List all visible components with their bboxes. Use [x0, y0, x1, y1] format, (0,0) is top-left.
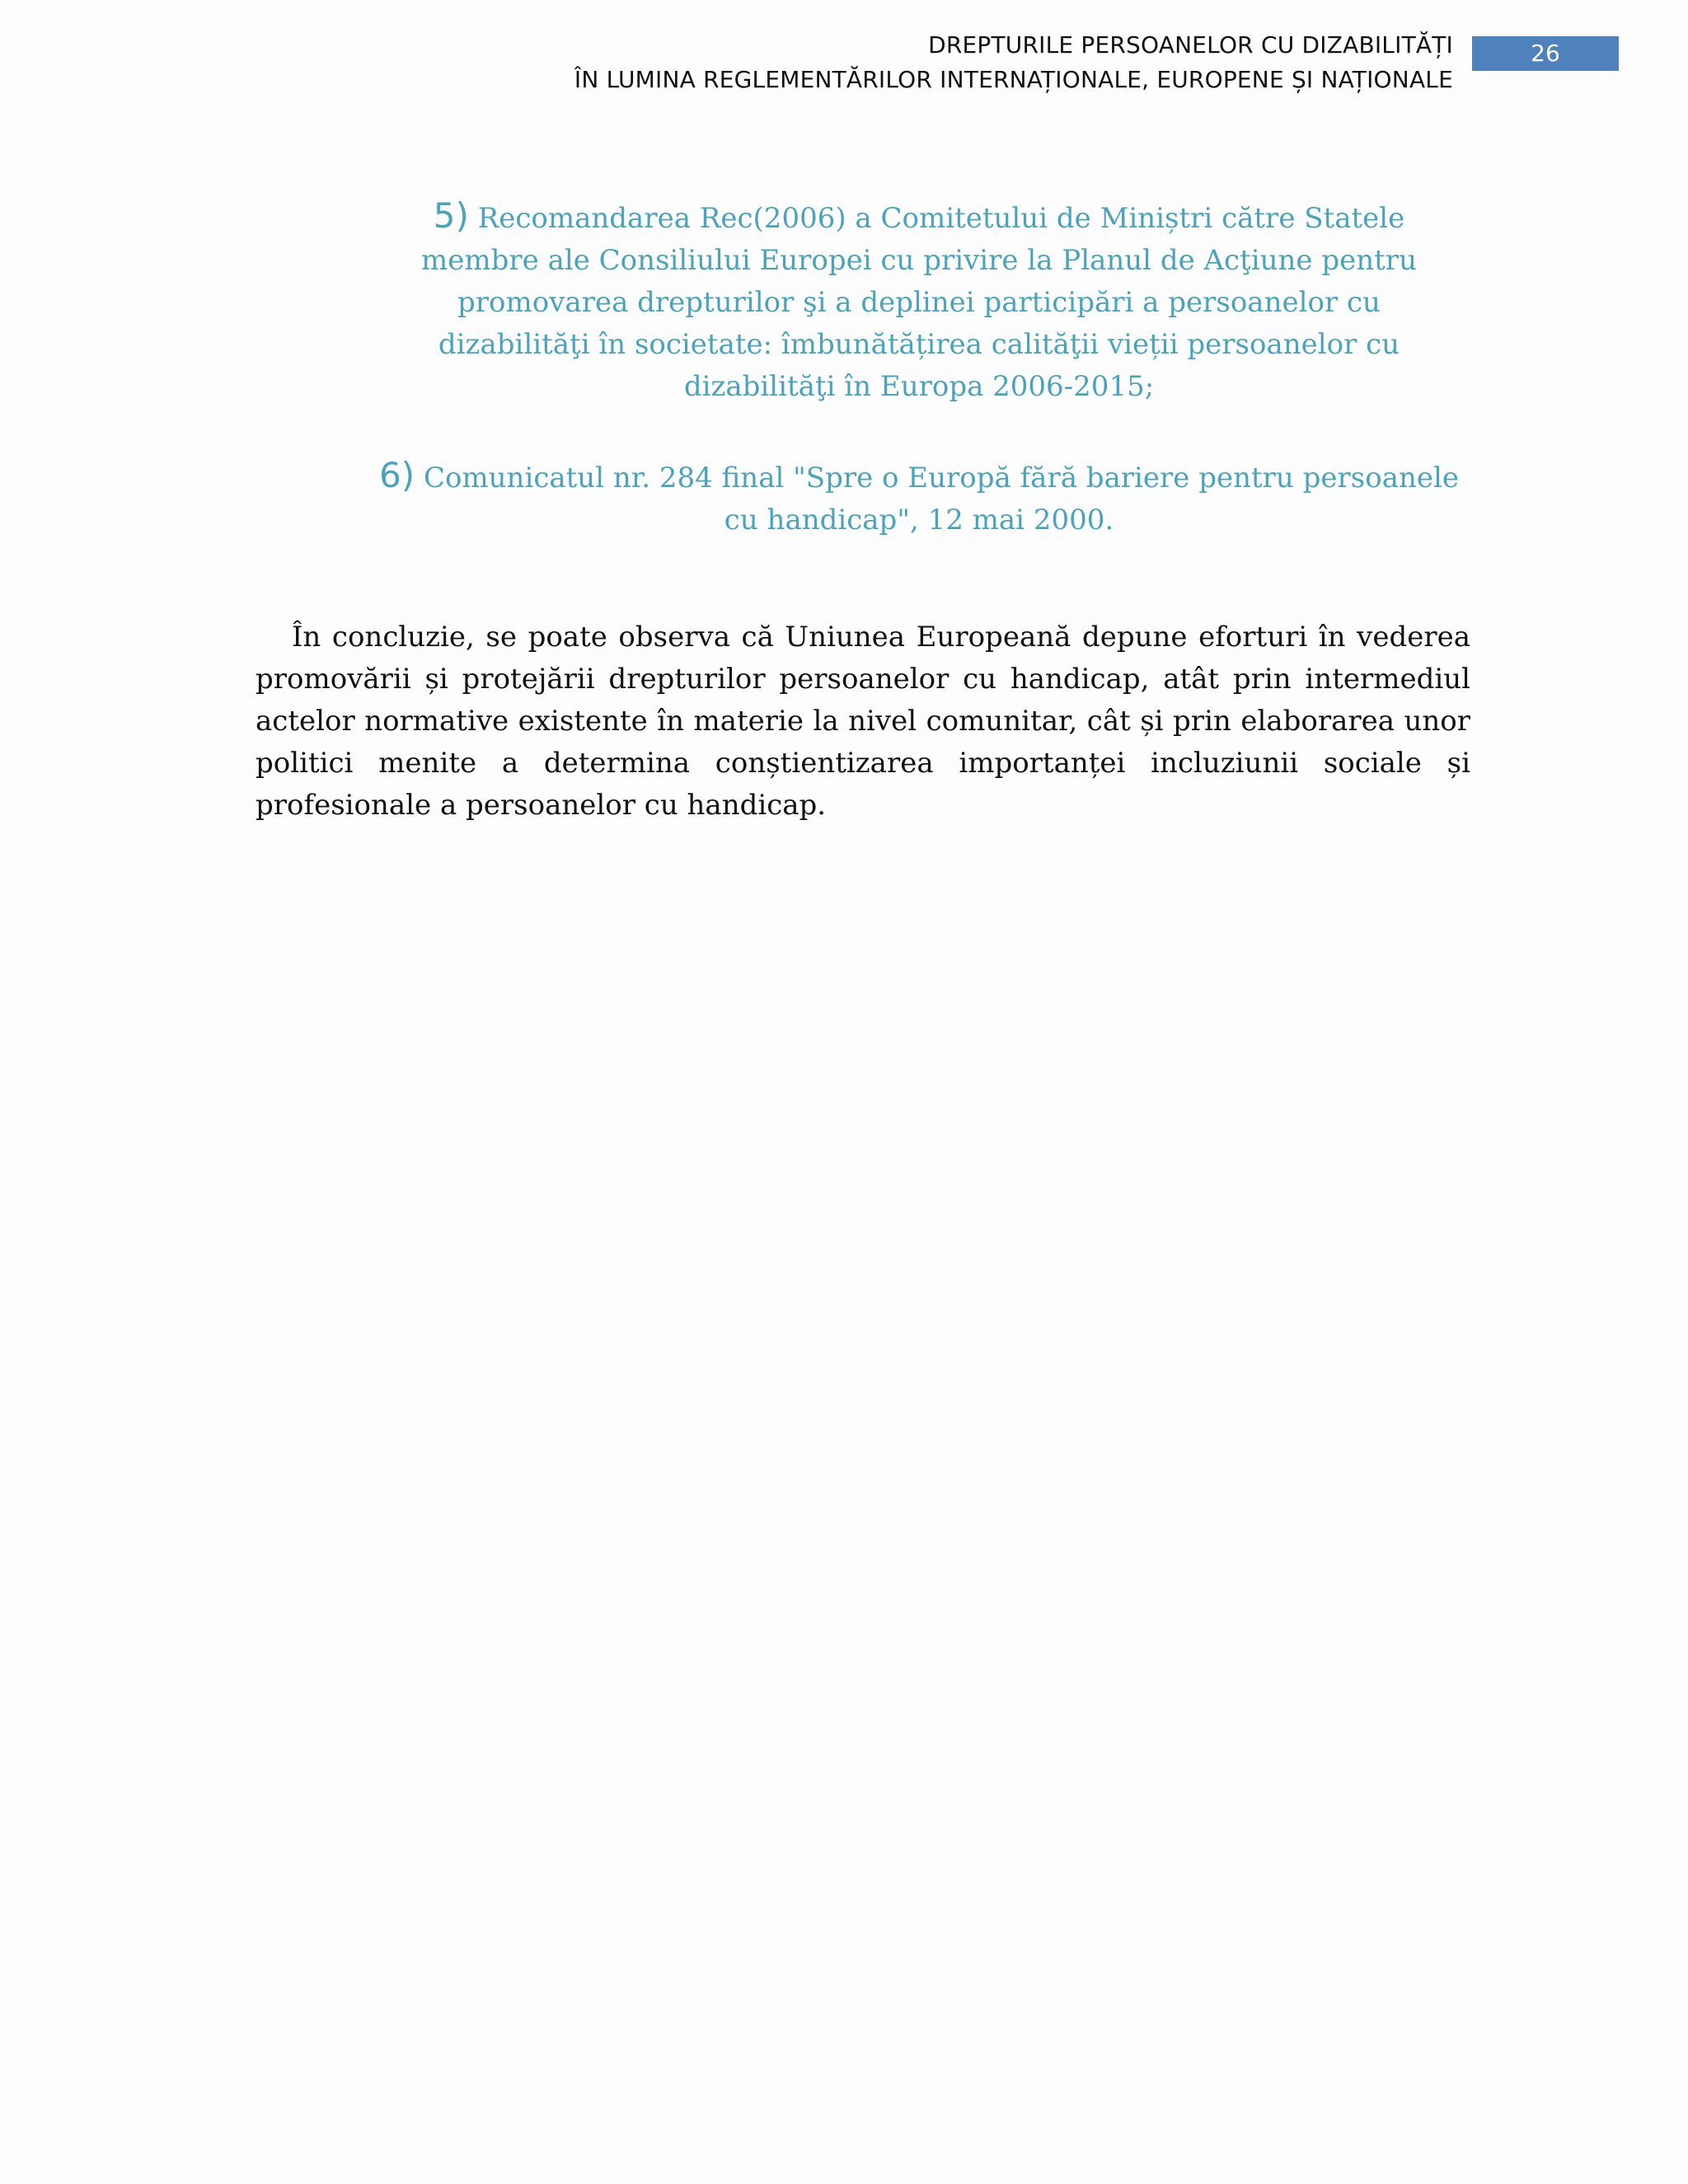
list-item-text: Recomandarea Rec(2006) a Comitetului de Miniștri către Statele membre ale Consiliului Europei cu privire la Planul de Acţiune pentru promovarea drepturilor şi a deplinei participări a persoanelor cu dizabilităţi în societate: îmbunătățirea calităţii vieții persoanelor cu dizabilităţi în Europa 2006-2015; [421, 202, 1417, 403]
header-title-line2: ÎN LUMINA REGLEMENTĂRILOR INTERNAȚIONALE, EUROPENE ȘI NAȚIONALE [574, 66, 1453, 93]
list-item [379, 194, 1459, 408]
list-item-text: Comunicatul nr. 284 final "Spre o Europă fără bariere pentru persoanele cu handicap", 12 mai 2000. [423, 462, 1459, 537]
header-title-line1: DREPTURILE PERSOANELOR CU DIZABILITĂȚI [928, 31, 1453, 59]
page-header [0, 25, 1688, 99]
reference-list [379, 194, 1459, 541]
list-item-number: 5) [433, 195, 469, 236]
header-title [574, 28, 1453, 97]
conclusion-paragraph: În concluzie, se poate observa că Uniunea Europeană depune eforturi în vederea promovării și protejării drepturilor persoanelor cu handicap, atât prin intermediul actelor normative existente în materie la nivel comunitar, cât și prin elaborarea unor politici menite a determina conștientizarea importanței incluziunii sociale și profesionale a persoanelor cu handicap. [256, 621, 1470, 822]
list-item-number: 6) [379, 455, 415, 495]
list-item [379, 454, 1459, 541]
page-number-badge: 26 [1472, 36, 1619, 71]
